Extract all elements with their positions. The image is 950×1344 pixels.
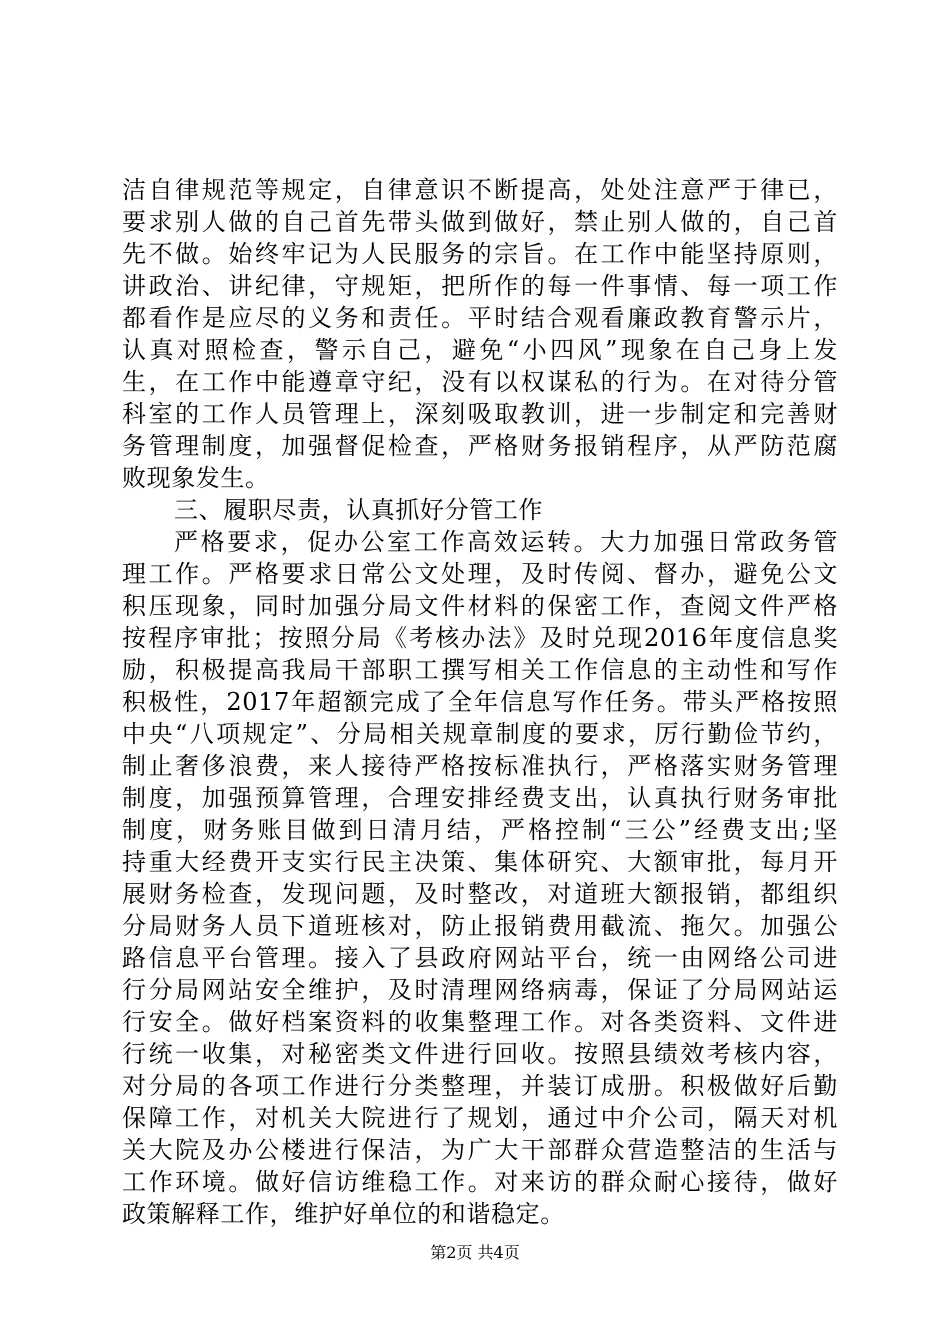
text-line: 行分局网站安全维护，及时清理网络病毒，保证了分局网站运 [122,976,838,1004]
text-line: 败现象发生。 [122,464,270,492]
text-line: 关大院及办公楼进行保洁，为广大干部群众营造整洁的生活与 [122,1136,838,1164]
section-heading: 三、履职尽责，认真抓好分管工作 [174,496,543,524]
text-line: 都看作是应尽的义务和责任。平时结合观看廉政教育警示片， [122,304,838,332]
text-line: 路信息平台管理。接入了县政府网站平台，统一由网络公司进 [122,944,838,972]
text-line: 要求别人做的自己首先带头做到做好，禁止别人做的，自己首 [122,208,838,236]
text-line: 积压现象，同时加强分局文件材料的保密工作，查阅文件严格 [122,592,838,620]
text-line: 认真对照检查，警示自己，避免“小四风”现象在自己身上发 [122,336,838,364]
text-line: 对分局的各项工作进行分类整理，并装订成册。积极做好后勤 [122,1072,838,1100]
text-line: 展财务检查，发现问题，及时整改，对道班大额报销，都组织 [122,880,838,908]
text-line: 持重大经费开支实行民主决策、集体研究、大额审批，每月开 [122,848,838,876]
text-line: 生，在工作中能遵章守纪，没有以权谋私的行为。在对待分管 [122,368,838,396]
text-line: 洁自律规范等规定，自律意识不断提高，处处注意严于律已， [122,176,838,204]
text-line: 保障工作，对机关大院进行了规划，通过中介公司，隔天对机 [122,1104,838,1132]
text-line: 分局财务人员下道班核对，防止报销费用截流、拖欠。加强公 [122,912,838,940]
text-line: 制度，财务账目做到日清月结，严格控制“三公”经费支出;坚 [122,816,838,844]
text-line: 行安全。做好档案资料的收集整理工作。对各类资料、文件进 [122,1008,838,1036]
text-line: 理工作。严格要求日常公文处理，及时传阅、督办，避免公文 [122,560,838,588]
text-line: 按程序审批；按照分局《考核办法》及时兑现2016年度信息奖 [122,624,838,652]
page-footer: 第2页 共4页 [430,1243,520,1262]
text-line: 励，积极提高我局干部职工撰写相关工作信息的主动性和写作 [122,656,838,684]
text-line: 政策解释工作，维护好单位的和谐稳定。 [122,1200,565,1228]
text-line: 工作环境。做好信访维稳工作。对来访的群众耐心接待，做好 [122,1168,838,1196]
document-body [122,174,838,1230]
text-line: 严格要求，促办公室工作高效运转。大力加强日常政务管 [174,528,838,556]
text-line: 讲政治、讲纪律，守规矩，把所作的每一件事情、每一项工作 [122,272,838,300]
text-line: 制止奢侈浪费，来人接待严格按标准执行，严格落实财务管理 [122,752,838,780]
text-line: 科室的工作人员管理上，深刻吸取教训，进一步制定和完善财 [122,400,838,428]
text-line: 行统一收集，对秘密类文件进行回收。按照县绩效考核内容， [122,1040,838,1068]
text-line: 先不做。始终牢记为人民服务的宗旨。在工作中能坚持原则， [122,240,838,268]
text-line: 制度，加强预算管理，合理安排经费支出，认真执行财务审批 [122,784,838,812]
text-line: 中央“八项规定”、分局相关规章制度的要求，厉行勤俭节约， [122,720,838,748]
text-line: 务管理制度，加强督促检查，严格财务报销程序，从严防范腐 [122,432,838,460]
text-line: 积极性，2017年超额完成了全年信息写作任务。带头严格按照 [122,688,838,716]
